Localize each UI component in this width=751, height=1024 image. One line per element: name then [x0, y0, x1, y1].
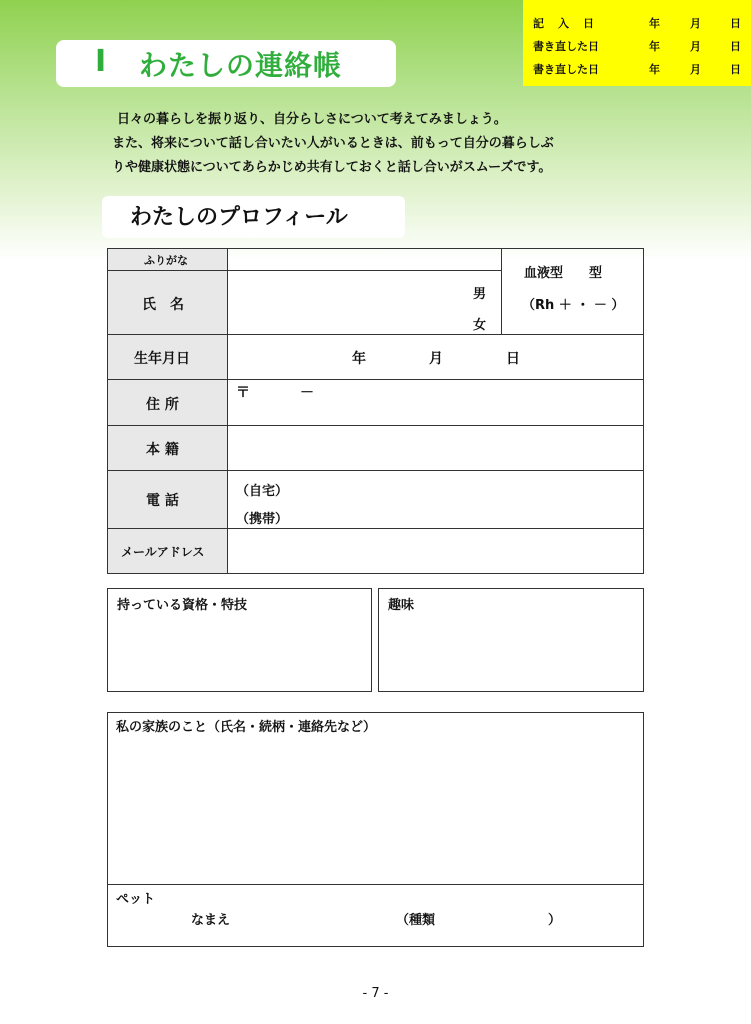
honseki-label: 本 籍: [146, 442, 179, 458]
honseki-label-cell: [107, 425, 228, 471]
section-number: I: [95, 44, 107, 79]
home-phone-label: （自宅）: [236, 484, 289, 499]
honseki-input-cell[interactable]: [227, 425, 644, 471]
mobile-phone-label: （携帯）: [236, 512, 289, 527]
female-option[interactable]: 女: [473, 318, 487, 333]
qualifications-label: 持っている資格・特技: [117, 598, 248, 613]
qualifications-box[interactable]: [107, 588, 372, 692]
rh-factor-label: （Rh ＋ ・ － ）: [522, 298, 625, 313]
family-label: 私の家族のこと（氏名・続柄・連絡先など）: [116, 720, 377, 735]
address-label-cell: [107, 379, 228, 426]
page-number: - 7 -: [362, 986, 389, 1001]
phone-label-cell: [107, 470, 228, 529]
birthdate-label-cell: [107, 334, 228, 380]
name-label-cell: [107, 270, 228, 335]
birth-year-label: 年: [352, 351, 366, 367]
email-input-cell[interactable]: [227, 528, 644, 574]
birthdate-label: 生年月日: [134, 351, 190, 367]
phone-input-cell[interactable]: [227, 470, 644, 529]
entry-date-box: [523, 0, 751, 86]
rewrite-date-label: 書き直した日: [533, 63, 599, 76]
day-label: 日: [730, 63, 741, 76]
day-label: 日: [730, 40, 741, 53]
postal-mark: 〒: [236, 385, 250, 401]
pet-kind-close: ）: [548, 913, 562, 928]
name-label: 氏 名: [142, 297, 184, 313]
pet-label: ペット: [116, 892, 156, 907]
year-label: 年: [649, 63, 660, 76]
name-input-cell[interactable]: [227, 270, 502, 335]
postal-dash: －: [300, 385, 314, 401]
furigana-label-cell: [107, 248, 228, 271]
birth-day-label: 日: [506, 351, 520, 367]
intro-line: 日々の暮らしを振り返り、自分らしさについて考えてみましょう。: [117, 112, 507, 127]
address-label: 住 所: [146, 397, 179, 413]
birthdate-input-cell[interactable]: [227, 334, 644, 380]
rewrite-date-row: [533, 61, 748, 83]
blood-type-label: 血液型 型: [524, 266, 603, 281]
rewrite-date-label: 書き直した日: [533, 40, 599, 53]
hobbies-box[interactable]: [378, 588, 644, 692]
email-label-cell: [107, 528, 228, 574]
month-label: 月: [690, 40, 701, 53]
year-label: 年: [649, 40, 660, 53]
pet-box[interactable]: [107, 884, 644, 947]
address-input-cell[interactable]: [227, 379, 644, 426]
month-label: 月: [690, 17, 701, 30]
blood-type-cell[interactable]: [501, 248, 644, 335]
year-label: 年: [649, 17, 660, 30]
profile-title: わたしのプロフィール: [130, 205, 348, 230]
pet-kind-label: （種類: [396, 913, 436, 928]
phone-label: 電 話: [146, 493, 179, 509]
page-title: わたしの連絡帳: [139, 49, 343, 82]
intro-line: また、将来について話し合いたい人がいるときは、前もって自分の暮らしぶ: [112, 136, 554, 151]
pet-name-label: なまえ: [191, 913, 231, 928]
email-label: メールアドレス: [121, 545, 205, 559]
furigana-label: ふりがな: [144, 254, 188, 267]
day-label: 日: [730, 17, 741, 30]
intro-line: りや健康状態についてあらかじめ共有しておくと話し合いがスムーズです。: [112, 160, 552, 175]
month-label: 月: [690, 63, 701, 76]
male-option[interactable]: 男: [473, 287, 487, 302]
birth-month-label: 月: [429, 351, 443, 367]
intro-text: [112, 108, 682, 180]
entry-date-label: 記入日: [533, 17, 608, 30]
rewrite-date-row: [533, 38, 748, 60]
family-box[interactable]: [107, 712, 644, 885]
entry-date-row: [533, 15, 748, 37]
hobbies-label: 趣味: [388, 598, 415, 613]
furigana-input-cell[interactable]: [227, 248, 502, 271]
